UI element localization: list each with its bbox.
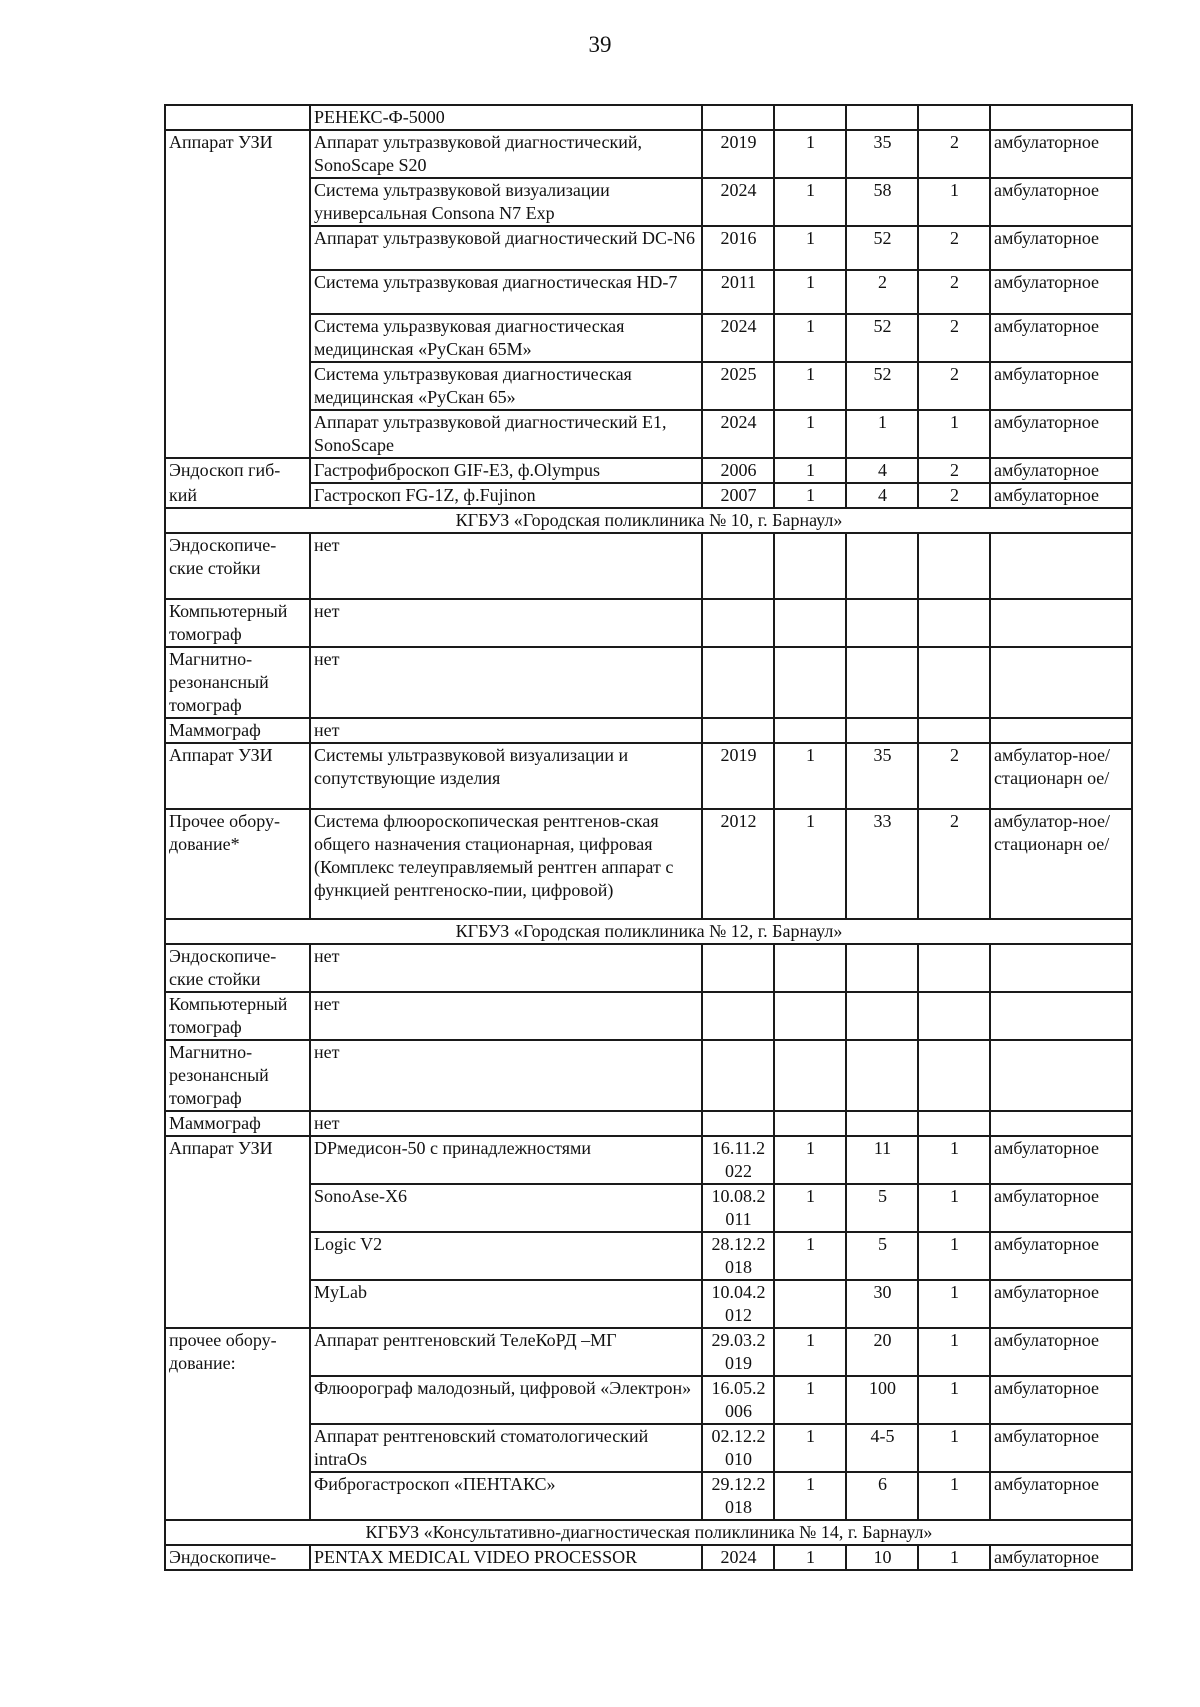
equipment-name-cell: Флюорограф малодозный, цифровой «Электрон»: [310, 1376, 702, 1424]
wear-cell: 5: [846, 1184, 918, 1232]
year-cell: 29.12.2 018: [702, 1472, 774, 1520]
category-cell: [165, 362, 310, 410]
table-row: [165, 647, 1132, 718]
section-title: КГБУЗ «Городская поликлиника № 12, г. Барнаул»: [165, 919, 1132, 944]
mode-cell: [990, 533, 1132, 599]
shifts-cell: 1: [918, 1280, 990, 1328]
equipment-name-cell: Система ультразвуковой визуализации универсальная Consona N7 Exp: [310, 178, 702, 226]
wear-cell: 20: [846, 1328, 918, 1376]
equipment-name-cell: Аппарат рентгеновский ТелеКоРД –МГ: [310, 1328, 702, 1376]
wear-cell: 52: [846, 226, 918, 270]
equipment-name-cell: Гастроскоп FG-1Z, ф.Fujinon: [310, 483, 702, 508]
year-cell: 2024: [702, 314, 774, 362]
table-row: [165, 178, 1132, 226]
equipment-name-cell: Аппарат рентгеновский стоматологический intraOs: [310, 1424, 702, 1472]
wear-cell: [846, 533, 918, 599]
year-cell: 2012: [702, 809, 774, 919]
table-row: [165, 1184, 1132, 1232]
quantity-cell: 1: [774, 743, 846, 809]
year-cell: 2007: [702, 483, 774, 508]
wear-cell: [846, 944, 918, 992]
quantity-cell: 1: [774, 483, 846, 508]
equipment-name-cell: Аппарат ультразвуковой диагностический, SonoScape S20: [310, 130, 702, 178]
table-row: [165, 1111, 1132, 1136]
quantity-cell: 1: [774, 1424, 846, 1472]
mode-cell: амбулаторное: [990, 458, 1132, 483]
table-row: [165, 1472, 1132, 1520]
quantity-cell: 1: [774, 130, 846, 178]
equipment-name-cell: Система флюороскопическая рентгенов-ская общего назначения стационарная, цифровая (Комплекс телеуправляемый рентген аппарат с функцией рентгеноско-пии, цифровой): [310, 809, 702, 919]
mode-cell: [990, 599, 1132, 647]
category-cell: [165, 1232, 310, 1280]
quantity-cell: 1: [774, 178, 846, 226]
table-row: [165, 533, 1132, 599]
quantity-cell: 1: [774, 809, 846, 919]
equipment-name-cell: Гастрофиброскоп GIF-E3, ф.Olympus: [310, 458, 702, 483]
shifts-cell: [918, 944, 990, 992]
quantity-cell: 1: [774, 458, 846, 483]
equipment-name-cell: Аппарат ультразвуковой диагностический DC-N6: [310, 226, 702, 270]
year-cell: 2019: [702, 130, 774, 178]
quantity-cell: [774, 718, 846, 743]
equipment-name-cell: DPмедисон-50 с принадлежностями: [310, 1136, 702, 1184]
category-cell: [165, 226, 310, 270]
mode-cell: амбулаторное: [990, 178, 1132, 226]
quantity-cell: [774, 647, 846, 718]
section-title: КГБУЗ «Городская поликлиника № 10, г. Барнаул»: [165, 508, 1132, 533]
wear-cell: 1: [846, 410, 918, 458]
mode-cell: амбулаторное: [990, 1472, 1132, 1520]
mode-cell: амбулаторное: [990, 1328, 1132, 1376]
equipment-name-cell: PENTAX MEDICAL VIDEO PROCESSOR: [310, 1545, 702, 1570]
quantity-cell: 1: [774, 270, 846, 314]
shifts-cell: 2: [918, 270, 990, 314]
category-cell: Аппарат УЗИ: [165, 743, 310, 809]
equipment-name-cell: Аппарат ультразвуковой диагностический Е1, SonoScape: [310, 410, 702, 458]
table-row: [165, 1040, 1132, 1111]
quantity-cell: 1: [774, 1328, 846, 1376]
wear-cell: 58: [846, 178, 918, 226]
mode-cell: [990, 1040, 1132, 1111]
mode-cell: амбулаторное: [990, 1376, 1132, 1424]
wear-cell: 35: [846, 743, 918, 809]
table-row: [165, 410, 1132, 458]
mode-cell: амбулаторное: [990, 1424, 1132, 1472]
quantity-cell: 1: [774, 410, 846, 458]
shifts-cell: 2: [918, 362, 990, 410]
year-cell: 2024: [702, 1545, 774, 1570]
shifts-cell: [918, 647, 990, 718]
year-cell: [702, 718, 774, 743]
year-cell: 2019: [702, 743, 774, 809]
category-cell: Маммограф: [165, 1111, 310, 1136]
category-cell: [165, 410, 310, 458]
table-row: [165, 226, 1132, 270]
table-row: [165, 458, 1132, 483]
category-cell: Аппарат УЗИ: [165, 1136, 310, 1184]
equipment-name-cell: нет: [310, 1040, 702, 1111]
mode-cell: [990, 718, 1132, 743]
equipment-name-cell: Система ульразвуковая диагностическая медицинская «РуСкан 65М»: [310, 314, 702, 362]
mode-cell: [990, 647, 1132, 718]
wear-cell: [846, 647, 918, 718]
wear-cell: 4: [846, 483, 918, 508]
year-cell: 29.03.2 019: [702, 1328, 774, 1376]
table-row: [165, 1376, 1132, 1424]
equipment-name-cell: Система ультразвуковая диагностическая HD-7: [310, 270, 702, 314]
mode-cell: амбулаторное: [990, 1545, 1132, 1570]
year-cell: 2025: [702, 362, 774, 410]
mode-cell: амбулаторное: [990, 130, 1132, 178]
category-cell: Эндоскопиче-ские стойки: [165, 533, 310, 599]
mode-cell: [990, 105, 1132, 130]
category-cell: [165, 1280, 310, 1328]
wear-cell: 30: [846, 1280, 918, 1328]
category-cell: кий: [165, 483, 310, 508]
category-cell: Прочее обору-дование*: [165, 809, 310, 919]
year-cell: [702, 105, 774, 130]
table-row: [165, 483, 1132, 508]
section-header-row: [165, 919, 1132, 944]
shifts-cell: 1: [918, 1376, 990, 1424]
mode-cell: амбулаторное: [990, 410, 1132, 458]
year-cell: [702, 533, 774, 599]
quantity-cell: 1: [774, 1232, 846, 1280]
equipment-name-cell: Системы ультразвуковой визуализации и сопутствующие изделия: [310, 743, 702, 809]
section-title: КГБУЗ «Консультативно-диагностическая поликлиника № 14, г. Барнаул»: [165, 1520, 1132, 1545]
wear-cell: 6: [846, 1472, 918, 1520]
category-cell: [165, 1424, 310, 1472]
table-row: [165, 314, 1132, 362]
shifts-cell: 1: [918, 1328, 990, 1376]
quantity-cell: 1: [774, 1545, 846, 1570]
quantity-cell: [774, 599, 846, 647]
table-row: [165, 1424, 1132, 1472]
table-row: [165, 992, 1132, 1040]
category-cell: [165, 1376, 310, 1424]
shifts-cell: 2: [918, 130, 990, 178]
year-cell: 10.04.2 012: [702, 1280, 774, 1328]
equipment-name-cell: нет: [310, 944, 702, 992]
shifts-cell: 2: [918, 743, 990, 809]
shifts-cell: 2: [918, 483, 990, 508]
category-cell: Магнитно-резонансный томограф: [165, 1040, 310, 1111]
table-row: [165, 743, 1132, 809]
equipment-name-cell: SonoAse-X6: [310, 1184, 702, 1232]
shifts-cell: 2: [918, 226, 990, 270]
category-cell: [165, 270, 310, 314]
category-cell: [165, 1184, 310, 1232]
table-row: [165, 718, 1132, 743]
table-row: [165, 1280, 1132, 1328]
mode-cell: амбулаторное: [990, 1232, 1132, 1280]
equipment-name-cell: нет: [310, 718, 702, 743]
year-cell: 2011: [702, 270, 774, 314]
equipment-name-cell: нет: [310, 992, 702, 1040]
shifts-cell: 1: [918, 178, 990, 226]
year-cell: 16.05.2 006: [702, 1376, 774, 1424]
mode-cell: амбулатор-ное/стационарн ое/: [990, 743, 1132, 809]
year-cell: [702, 1111, 774, 1136]
table-row: [165, 1545, 1132, 1570]
wear-cell: 52: [846, 314, 918, 362]
table-row: [165, 362, 1132, 410]
table-row: [165, 270, 1132, 314]
shifts-cell: [918, 599, 990, 647]
mode-cell: амбулаторное: [990, 1280, 1132, 1328]
equipment-name-cell: Система ультразвуковая диагностическая медицинская «РуСкан 65»: [310, 362, 702, 410]
wear-cell: 5: [846, 1232, 918, 1280]
shifts-cell: [918, 533, 990, 599]
quantity-cell: 1: [774, 1184, 846, 1232]
year-cell: 2016: [702, 226, 774, 270]
table-row: [165, 1136, 1132, 1184]
mode-cell: амбулаторное: [990, 1184, 1132, 1232]
section-header-row: [165, 1520, 1132, 1545]
quantity-cell: [774, 105, 846, 130]
wear-cell: [846, 599, 918, 647]
quantity-cell: 1: [774, 1376, 846, 1424]
category-cell: [165, 105, 310, 130]
shifts-cell: 2: [918, 314, 990, 362]
wear-cell: 33: [846, 809, 918, 919]
year-cell: [702, 992, 774, 1040]
wear-cell: 4-5: [846, 1424, 918, 1472]
table-row: [165, 105, 1132, 130]
table-row: [165, 130, 1132, 178]
category-cell: Эндоскопиче-ские стойки: [165, 944, 310, 992]
year-cell: 2024: [702, 410, 774, 458]
table-row: [165, 599, 1132, 647]
mode-cell: амбулаторное: [990, 362, 1132, 410]
category-cell: Компьютерный томограф: [165, 992, 310, 1040]
year-cell: 2024: [702, 178, 774, 226]
year-cell: [702, 647, 774, 718]
shifts-cell: 1: [918, 1424, 990, 1472]
equipment-name-cell: Фиброгастроскоп «ПЕНТАКС»: [310, 1472, 702, 1520]
year-cell: 02.12.2 010: [702, 1424, 774, 1472]
category-cell: Маммограф: [165, 718, 310, 743]
mode-cell: [990, 992, 1132, 1040]
category-cell: [165, 178, 310, 226]
shifts-cell: 1: [918, 1545, 990, 1570]
wear-cell: 11: [846, 1136, 918, 1184]
quantity-cell: 1: [774, 1136, 846, 1184]
table-row: [165, 1328, 1132, 1376]
wear-cell: 35: [846, 130, 918, 178]
wear-cell: 100: [846, 1376, 918, 1424]
shifts-cell: 2: [918, 809, 990, 919]
category-cell: [165, 1472, 310, 1520]
year-cell: 28.12.2 018: [702, 1232, 774, 1280]
shifts-cell: 1: [918, 1472, 990, 1520]
quantity-cell: 1: [774, 226, 846, 270]
mode-cell: амбулаторное: [990, 1136, 1132, 1184]
category-cell: Магнитно-резонансный томограф: [165, 647, 310, 718]
section-header-row: [165, 508, 1132, 533]
year-cell: [702, 944, 774, 992]
category-cell: Эндоскоп гиб-: [165, 458, 310, 483]
shifts-cell: 1: [918, 1184, 990, 1232]
year-cell: 10.08.2 011: [702, 1184, 774, 1232]
quantity-cell: [774, 1280, 846, 1328]
shifts-cell: 1: [918, 1136, 990, 1184]
mode-cell: [990, 1111, 1132, 1136]
shifts-cell: 2: [918, 458, 990, 483]
wear-cell: 2: [846, 270, 918, 314]
category-cell: Аппарат УЗИ: [165, 130, 310, 178]
page-number: 39: [588, 32, 612, 57]
category-cell: Эндоскопиче-: [165, 1545, 310, 1570]
table-row: [165, 944, 1132, 992]
year-cell: 16.11.2 022: [702, 1136, 774, 1184]
wear-cell: 4: [846, 458, 918, 483]
equipment-table: [164, 104, 1133, 1571]
equipment-name-cell: нет: [310, 599, 702, 647]
category-cell: [165, 314, 310, 362]
category-cell: прочее обору-дование:: [165, 1328, 310, 1376]
wear-cell: [846, 718, 918, 743]
quantity-cell: [774, 1040, 846, 1111]
equipment-name-cell: Logic V2: [310, 1232, 702, 1280]
equipment-name-cell: нет: [310, 1111, 702, 1136]
table-row: [165, 809, 1132, 919]
quantity-cell: [774, 1111, 846, 1136]
shifts-cell: [918, 992, 990, 1040]
wear-cell: [846, 105, 918, 130]
mode-cell: амбулаторное: [990, 483, 1132, 508]
mode-cell: [990, 944, 1132, 992]
mode-cell: амбулаторное: [990, 314, 1132, 362]
wear-cell: 10: [846, 1545, 918, 1570]
quantity-cell: 1: [774, 1472, 846, 1520]
quantity-cell: [774, 533, 846, 599]
wear-cell: [846, 1040, 918, 1111]
mode-cell: амбулаторное: [990, 270, 1132, 314]
shifts-cell: [918, 105, 990, 130]
quantity-cell: [774, 992, 846, 1040]
shifts-cell: 1: [918, 1232, 990, 1280]
equipment-name-cell: РЕНЕКС-Ф-5000: [310, 105, 702, 130]
mode-cell: амбулатор-ное/стационарн ое/: [990, 809, 1132, 919]
wear-cell: [846, 1111, 918, 1136]
shifts-cell: [918, 1111, 990, 1136]
shifts-cell: [918, 718, 990, 743]
quantity-cell: 1: [774, 314, 846, 362]
category-cell: Компьютерный томограф: [165, 599, 310, 647]
equipment-table-body: [165, 105, 1132, 1570]
year-cell: [702, 1040, 774, 1111]
equipment-name-cell: MyLab: [310, 1280, 702, 1328]
equipment-name-cell: нет: [310, 647, 702, 718]
quantity-cell: 1: [774, 362, 846, 410]
wear-cell: [846, 992, 918, 1040]
table-row: [165, 1232, 1132, 1280]
year-cell: [702, 599, 774, 647]
mode-cell: амбулаторное: [990, 226, 1132, 270]
wear-cell: 52: [846, 362, 918, 410]
quantity-cell: [774, 944, 846, 992]
shifts-cell: [918, 1040, 990, 1111]
equipment-name-cell: нет: [310, 533, 702, 599]
shifts-cell: 1: [918, 410, 990, 458]
year-cell: 2006: [702, 458, 774, 483]
